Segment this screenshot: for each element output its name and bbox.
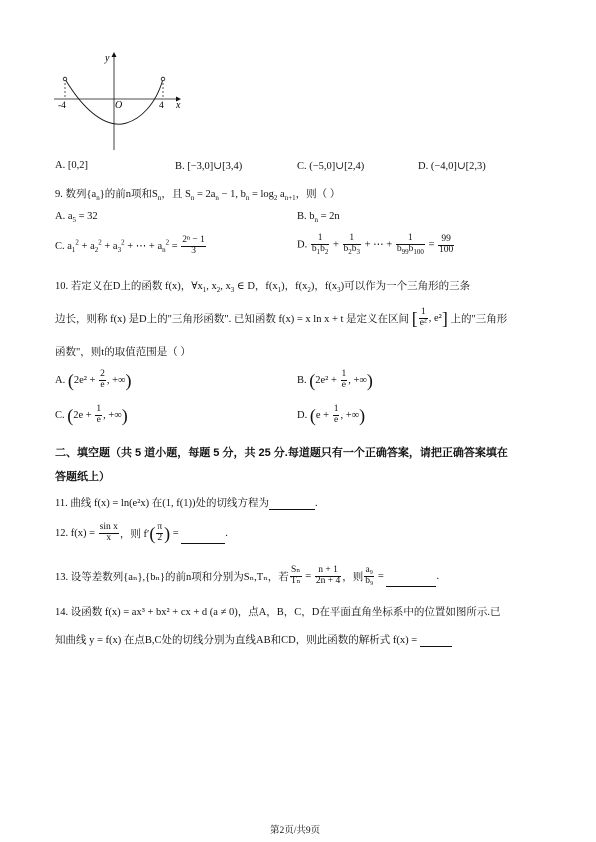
q9-option-d: D. $\frac{1}{b_1b_2}$ + $\frac{1}{b_2b_3}$ + ⋯ + $\frac{1}{b_{99}b_{100}}$ = $\frac{99}{100}$ bbox=[297, 233, 454, 256]
q13: 13. 设等差数列{aₙ},{bₙ}的前n项和分别为Sₙ,Tₙ，若 $\frac{\text{Sₙ}}{\text{Tₙ}}$ = $\frac{n + 1}{2n + 4}$ ，则 $\frac{\text{a₉}}{\text{b₉}}$ = . bbox=[55, 565, 440, 586]
tick-label-left: -4 bbox=[58, 101, 66, 111]
q9-stem: 9. 数列$\{a_n\}$的前n项和$S_n$，且 $S_n = 2a_n - 1$, $b_n = \log_2 a_{n+1}$，则（ ） bbox=[55, 189, 341, 203]
q14-line2: 知曲线 y = f(x) 在点B,C处的切线分别为直线AB和CD，则此函数的解析式 f(x) = bbox=[55, 632, 452, 647]
q9-option-b: B. $b_n = 2n$ bbox=[297, 211, 340, 225]
q13-answer-blank[interactable] bbox=[386, 575, 436, 587]
origin-label: O bbox=[115, 100, 123, 111]
y-axis-label: y bbox=[105, 53, 110, 64]
page-footer: 第2页/共9页 bbox=[270, 826, 321, 836]
q14-answer-blank[interactable] bbox=[420, 635, 452, 647]
q10-line2: 边长，则称 f(x) 是D上的"三角形函数". 已知函数 f(x) = x ln x + t 是定义在区间 [ $\frac{1}{\text{e²}}$ , e²] 上的"三角形 bbox=[55, 307, 508, 329]
section-heading-fill-in: 二、填空题（共 5 道小题，每题 5 分，共 25 分.每道题只有一个正确答案，请把正确答案填在 bbox=[55, 447, 508, 459]
left-endpoint-open bbox=[63, 77, 67, 81]
section-heading-fill-in-cont: 答题纸上） bbox=[55, 471, 110, 483]
q8-option-c: C. (−5,0]∪[2,4) bbox=[297, 161, 365, 172]
q10-option-d: D. (e + $\frac{1}{e}$ , +∞) bbox=[297, 404, 366, 426]
q12: 12. f(x) = $\frac{\text{sin x}}{x}$ ，则 f′( $\frac{\pi}{2}$ ) = . bbox=[55, 522, 228, 544]
q12-answer-blank[interactable] bbox=[181, 532, 225, 544]
q10-line1: 10. 若定义在D上的函数 f(x)，$\forall x_1$, $x_2$, $x_3$ ∈ D，$f(x_1)$，$f(x_2)$，$f(x_3)$可以作为一个三角形的三条 bbox=[55, 281, 471, 295]
q14-line1: 14. 设函数 f(x) = ax³ + bx² + cx + d (a ≠ 0)，点A，B，C，D在平面直角坐标系中的位置如图所示.已 bbox=[55, 607, 501, 618]
q11: 11. 曲线 f(x) = ln(e²x) 在(1, f(1))处的切线方程为 . bbox=[55, 498, 318, 509]
q8-option-a: A. [0,2] bbox=[55, 160, 88, 171]
q10-option-b: B. (2e² + $\frac{1}{e}$ , +∞) bbox=[297, 369, 373, 391]
q10-option-c: C. (2e + $\frac{1}{e}$ , +∞) bbox=[55, 404, 128, 426]
q9-option-c: C. $a_1^2 + a_2^2 + a_3^2$ + ⋯ + $a_n^2$ = $\frac{\text{2ⁿ − 1}}{3}$ bbox=[55, 235, 205, 256]
q9-option-a: A. $a_5 = 32$ bbox=[55, 211, 98, 225]
right-endpoint-open bbox=[161, 77, 165, 81]
x-axis-label: x bbox=[176, 100, 181, 111]
q11-answer-blank[interactable] bbox=[269, 498, 315, 510]
function-graph bbox=[48, 44, 188, 154]
q10-line3: 函数"，则t的取值范围是（ ） bbox=[55, 347, 191, 358]
tick-label-right: 4 bbox=[159, 101, 164, 111]
q8-option-d: D. (−4,0]∪[2,3) bbox=[418, 161, 486, 172]
q10-option-a: A. (2e² + $\frac{2}{e}$ , +∞) bbox=[55, 369, 132, 391]
q8-option-b: B. [−3,0]∪[3,4) bbox=[175, 161, 243, 172]
